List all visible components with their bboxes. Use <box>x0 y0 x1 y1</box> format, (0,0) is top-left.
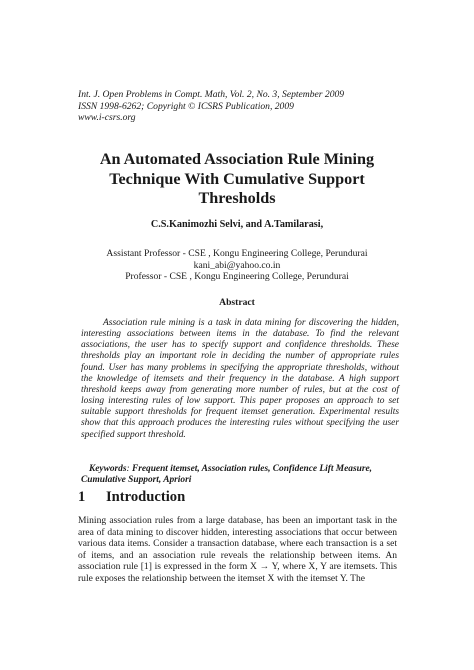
journal-citation: Int. J. Open Problems in Compt. Math, Vol. 2, No. 3, September 2009 <box>78 89 345 100</box>
keywords-colon: : <box>126 464 132 474</box>
section-title: Introduction <box>106 489 186 505</box>
section-heading <box>78 489 398 506</box>
keywords <box>81 464 399 487</box>
keywords-text: Frequent itemset, Association rules, Confidence Lift Measure, Cumulative Support, Apriori <box>81 464 372 486</box>
affiliation-2: Professor - CSE , Kongu Engineering College, Perundurai <box>125 271 349 283</box>
author-affiliations <box>40 248 434 283</box>
body-paragraph: Mining association rules from a large database, has been an important task in the area of data mining to discover hidden, interesting associations that occur between various data items. Consider a transaction database, where each transaction is a set of items, and an association rule reveals the relationship between items. An association rule [1] is expressed in the form X → Y, where X, Y are itemsets. This rule exposes the relationship between the itemset X with the itemset Y. The <box>78 515 397 584</box>
paper-title-line-1: An Automated Association Rule Mining <box>99 150 375 168</box>
journal-header <box>78 89 448 124</box>
abstract-heading: Abstract <box>219 297 255 308</box>
journal-website: www.i-csrs.org <box>78 112 136 123</box>
paper-title <box>40 150 434 209</box>
section-number: 1 <box>78 489 86 505</box>
author-list: C.S.Kanimozhi Selvi, and A.Tamilarasi, <box>150 219 324 230</box>
keywords-label: Keywords <box>89 464 127 474</box>
author-email: kani_abi@yahoo.co.in <box>193 259 281 271</box>
paper-title-line-3: Thresholds <box>198 189 276 208</box>
journal-issn: ISSN 1998-6262; Copyright © ICSRS Publication, 2009 <box>78 100 294 112</box>
abstract-text: Association rule mining is a task in data mining for discovering the hidden, interesting associations between items in the database. To find the relevant associations, the user has to specify support and confidence thresholds. These thresholds play an important role in deciding the number of appropriate rules found. User has many problems in specifying the appropriate thresholds, without the knowledge of itemsets and their frequency in the database. A high support threshold keeps away from generating more number of rules, but at the cost of losing interesting rules of low support. This paper proposes an approach to set suitable support thresholds for frequent itemset generation. Experimental results show that this approach produces the interesting rules without specifying the user specified support threshold. <box>81 318 399 440</box>
affiliation-1: Assistant Professor - CSE , Kongu Engineering College, Perundurai <box>106 248 368 259</box>
paper-title-line-2: Technique With Cumulative Support <box>109 169 365 188</box>
